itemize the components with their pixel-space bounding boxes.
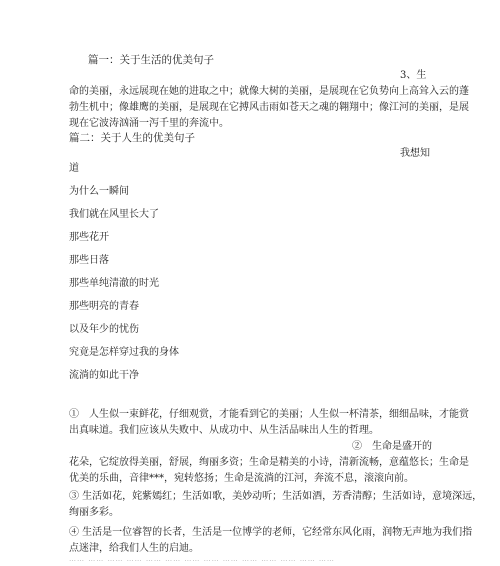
quote-2-line: 优美的乐曲，音律***，宛转悠扬；生命是流淌的江河，奔流不息，滚滚向前。 (69, 473, 414, 484)
quote-1-line: 出真味道。我们应该从失败中、从成功中、从生活品味出人生的哲理。 (69, 425, 379, 436)
quote-2-lead: ② 生命是盛开的 (352, 441, 432, 452)
poem-line: 我们就在风里长大了 (69, 209, 159, 220)
quote-4-line: ④ 生活是一位睿智的长者，生活是一位博学的老师，它经常东风化雨，润物无声地为我们指 (69, 527, 473, 538)
poem-line: 为什么一瞬间 (69, 186, 129, 197)
paragraph-number-3: 3、生 (400, 70, 427, 81)
poem-lead: 我想知 (400, 148, 430, 159)
poem-line: 那些日落 (69, 255, 109, 266)
paragraph-line: 现在它波涛汹涌一泻千里的奔流中。 (69, 118, 229, 129)
quote-4-line: 点迷津，给我们人生的启迪。 (69, 543, 199, 554)
poem-line: 那些明亮的青春 (69, 301, 139, 312)
heading-section-2: 篇二：关于人生的优美句子 (69, 132, 195, 144)
poem-line: 究竟是怎样穿过我的身体 (69, 347, 179, 358)
poem-line: 道 (69, 163, 79, 174)
poem-line: 以及年少的忧伤 (69, 324, 139, 335)
poem-line: 流淌的如此干净 (69, 370, 139, 381)
heading-section-1: 篇一：关于生活的优美句子 (88, 54, 214, 66)
quote-3-line: 绚丽多彩。 (69, 507, 119, 518)
quote-3-line: ③ 生活如花，姹紫嫣红；生活如歌，美妙动听；生活如酒，芳香清醇；生活如诗，意境深远， (69, 491, 483, 502)
poem-line: 那些花开 (69, 232, 109, 243)
paragraph-line: 命的美丽，永远展现在她的进取之中；就像大树的美丽，是展现在它负势向上高耸入云的蓬 (69, 86, 469, 97)
quote-2-line: 花朵，它绽放得美丽，舒展，绚丽多资；生命是精美的小诗，清新流畅，意蕴悠长；生命是 (69, 457, 469, 468)
quote-1-line: ① 人生似一束鲜花，仔细观赏，才能看到它的美丽；人生似一杯清茶，细细品味，才能赏 (69, 409, 469, 420)
bottom-faint-line: …… …… …… …… …… …… …… …… …… …… …… …… …… …… (69, 555, 335, 563)
paragraph-line: 勃生机中；像雄鹰的美丽，是展现在它搏风击雨如苍天之魂的翱翔中；像江河的美丽，是展 (69, 102, 469, 113)
poem-line: 那些单纯清澈的时光 (69, 278, 159, 289)
